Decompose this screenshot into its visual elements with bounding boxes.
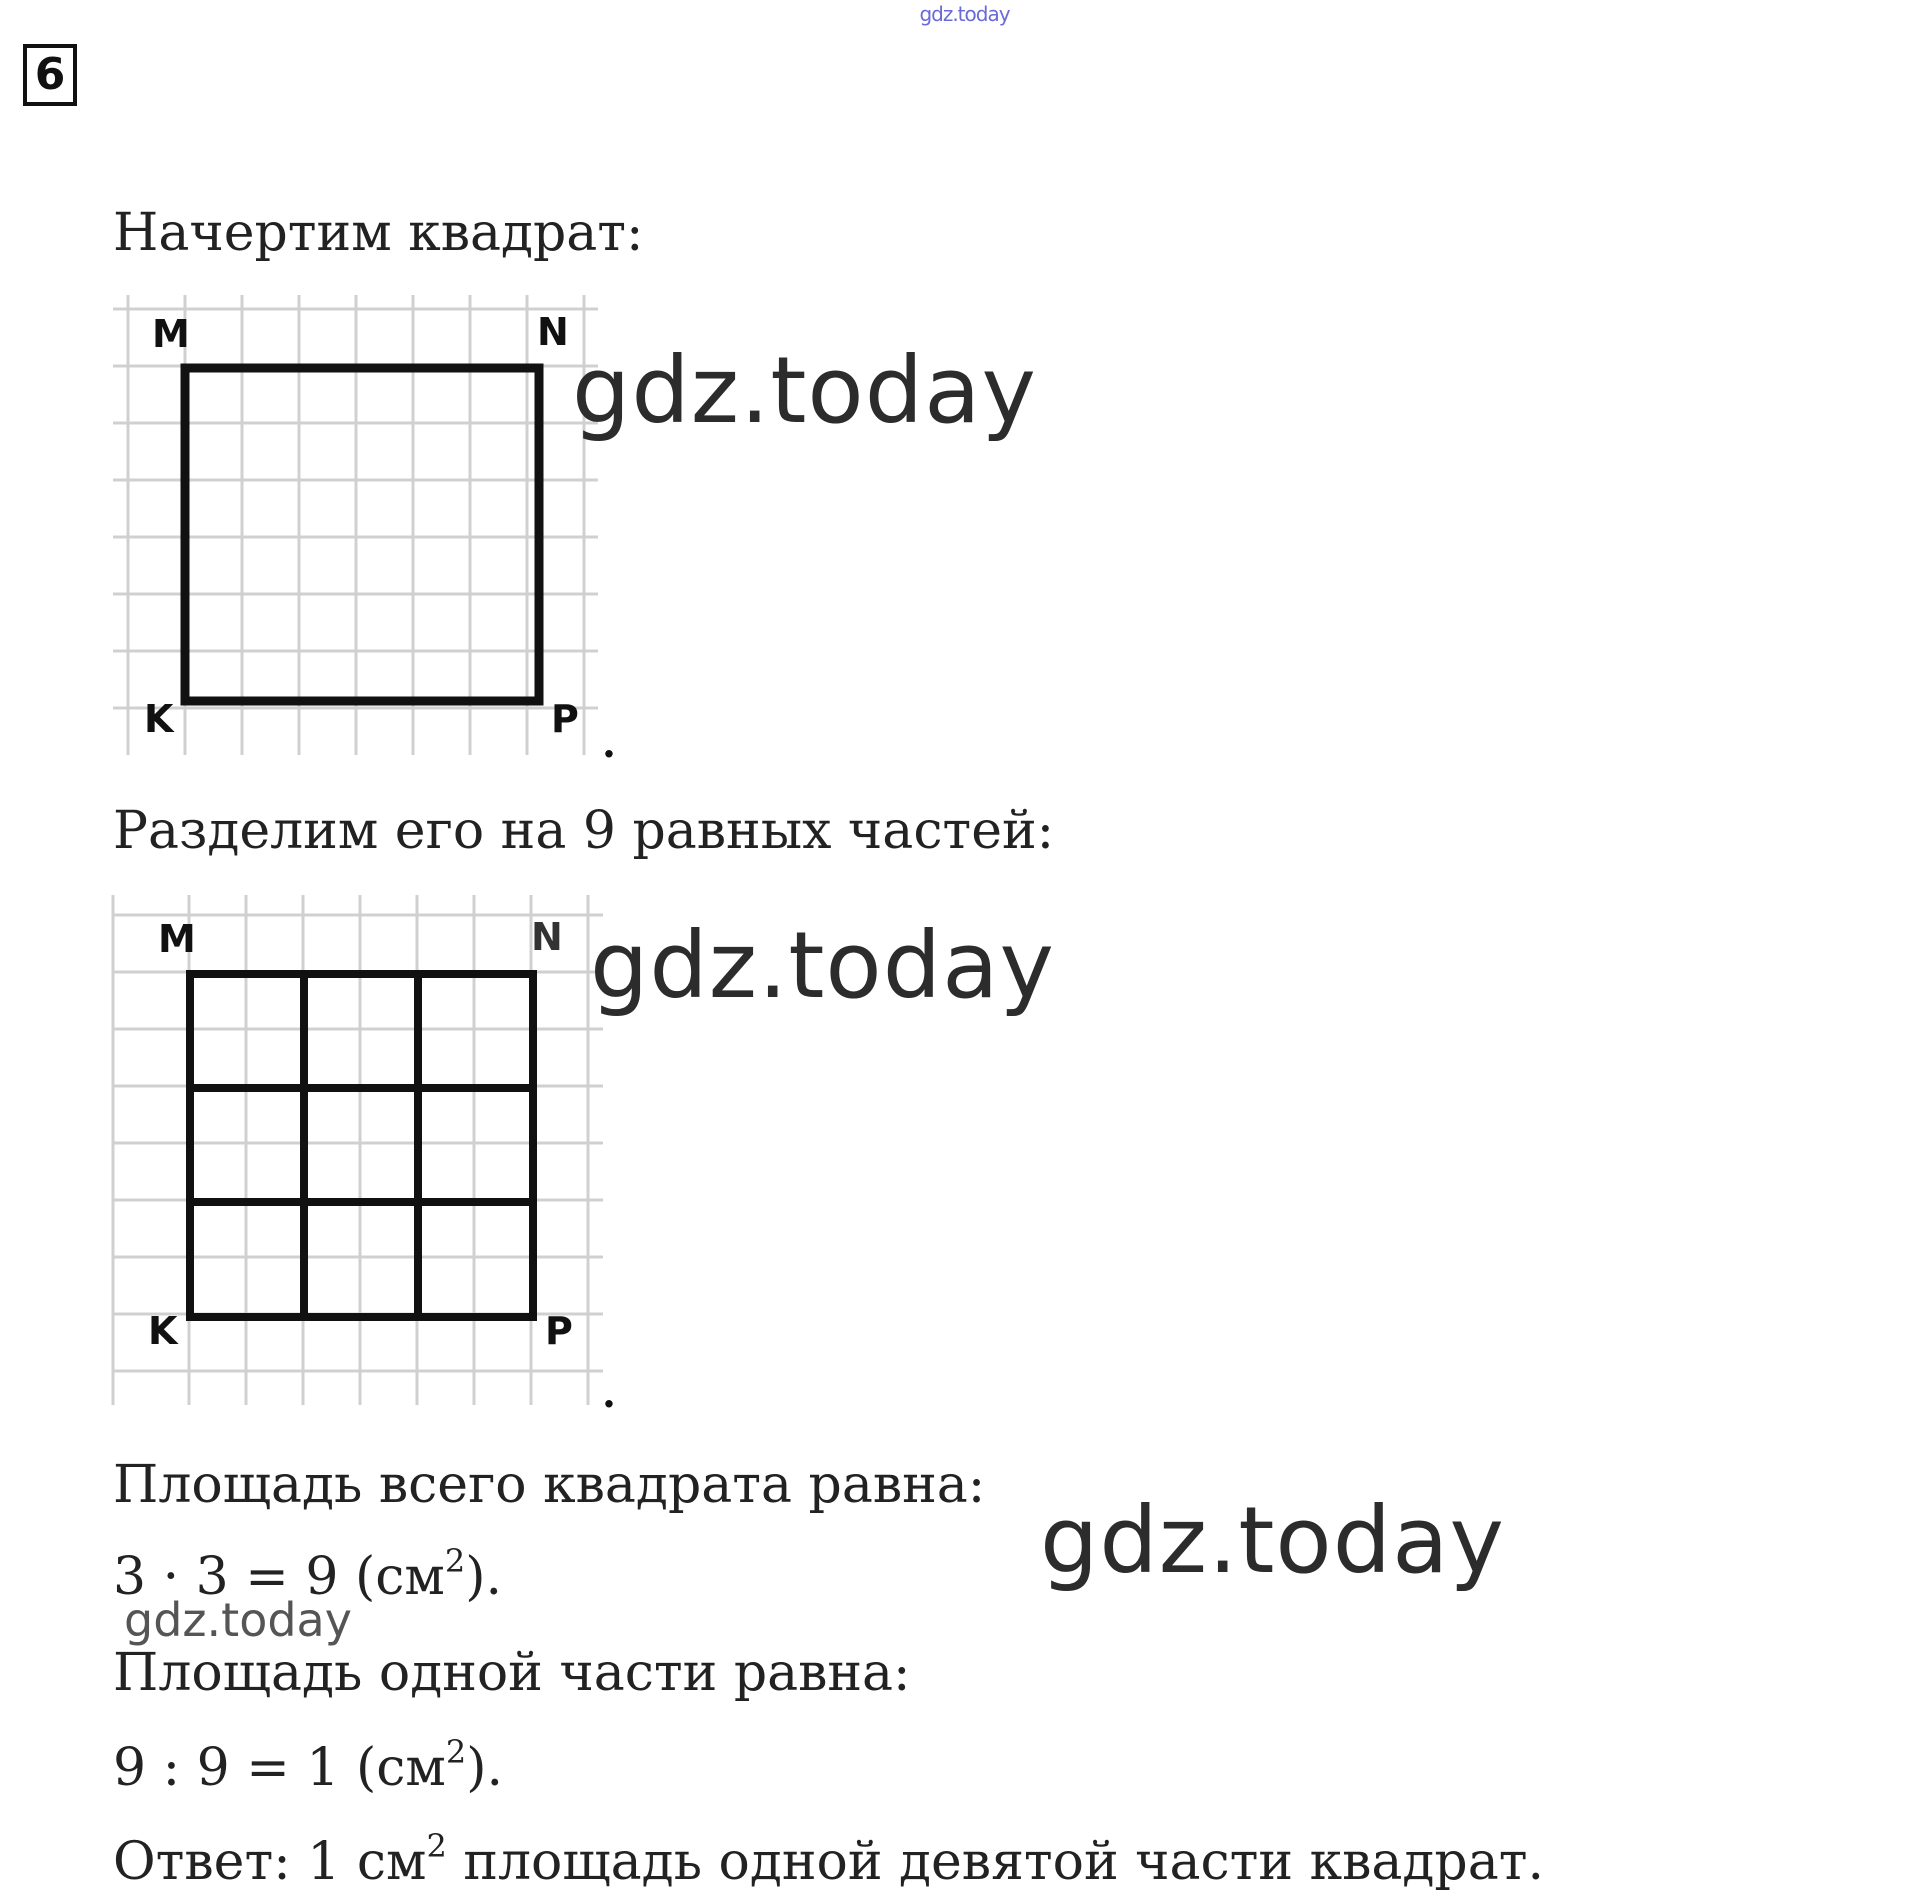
vertex-n-2: N bbox=[531, 915, 563, 959]
formula-part-area-end: ). bbox=[466, 1738, 504, 1798]
vertex-m-2: M bbox=[158, 917, 196, 961]
formula-total-area-exponent: 2 bbox=[444, 1542, 466, 1580]
vertex-p: P bbox=[551, 697, 579, 741]
vertex-k-2: K bbox=[148, 1309, 178, 1353]
text-divide: Разделим его на 9 равных частей: bbox=[113, 801, 1055, 861]
top-watermark: gdz.today bbox=[919, 2, 1010, 26]
watermark-4: gdz.today bbox=[124, 1593, 352, 1647]
watermark-3: gdz.today bbox=[1040, 1487, 1505, 1594]
text-total-area-label: Площадь всего квадрата равна: bbox=[113, 1455, 986, 1515]
answer-start: Ответ: 1 см bbox=[113, 1832, 427, 1892]
text-answer bbox=[113, 1827, 1544, 1892]
formula-part-area-exponent: 2 bbox=[445, 1733, 467, 1771]
vertex-m: M bbox=[152, 312, 190, 356]
watermark-1: gdz.today bbox=[572, 337, 1037, 444]
formula-part-area bbox=[113, 1733, 504, 1798]
figure2-end-mark: . bbox=[602, 1370, 616, 1417]
answer-exponent: 2 bbox=[426, 1827, 447, 1865]
formula-total-area-end: ). bbox=[465, 1547, 503, 1607]
text-part-area-label: Площадь одной части равна: bbox=[113, 1643, 911, 1703]
text-draw-square: Начертим квадрат: bbox=[113, 203, 644, 263]
task-number-box: 6 bbox=[23, 44, 77, 106]
figure1-end-mark: . bbox=[602, 720, 616, 767]
answer-end: площадь одной девятой части квадрат. bbox=[446, 1832, 1544, 1892]
watermark-2: gdz.today bbox=[590, 912, 1055, 1019]
figure-square bbox=[108, 295, 628, 765]
vertex-n: N bbox=[537, 310, 569, 354]
vertex-p-2: P bbox=[545, 1309, 573, 1353]
formula-part-area-text: 9 : 9 = 1 (см bbox=[113, 1738, 446, 1798]
vertex-k: K bbox=[144, 697, 174, 741]
formula-total-area-text: 3 · 3 = 9 (см bbox=[113, 1547, 445, 1607]
